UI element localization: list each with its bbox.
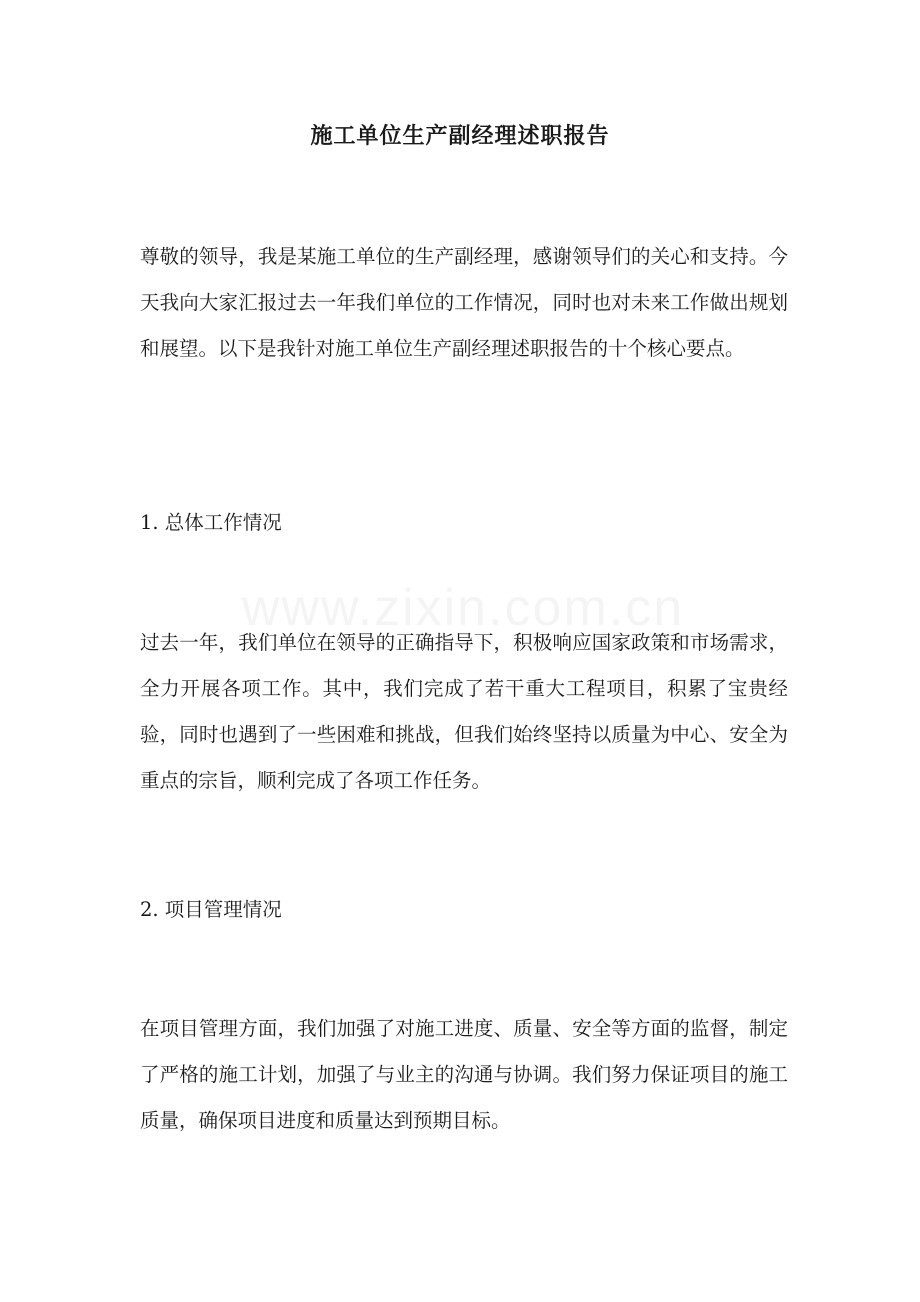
document-title: 施工单位生产副经理述职报告 [310, 123, 610, 149]
section-body-2: 在项目管理方面，我们加强了对施工进度、质量、安全等方面的监督，制定了严格的施工计划，加强了与业主的沟通与协调。我们努力保证项目的施工质量，确保项目进度和质量达到预期目标。 [140, 1017, 788, 1132]
intro-paragraph: 尊敬的领导，我是某施工单位的生产副经理，感谢领导们的关心和支持。今天我向大家汇报过去一年我们单位的工作情况，同时也对未来工作做出规划和展望。以下是我针对施工单位生产副经理述职报告的十个核心要点。 [140, 245, 788, 360]
section-heading-2: 2. 项目管理情况 [140, 898, 282, 921]
section-body-1: 过去一年，我们单位在领导的正确指导下，积极响应国家政策和市场需求，全力开展各项工作。其中，我们完成了若干重大工程项目，积累了宝贵经验，同时也遇到了一些困难和挑战，但我们始终坚持以质量为中心、安全为重点的宗旨，顺利完成了各项工作任务。 [140, 631, 788, 792]
section-heading-1: 1. 总体工作情况 [140, 511, 282, 534]
